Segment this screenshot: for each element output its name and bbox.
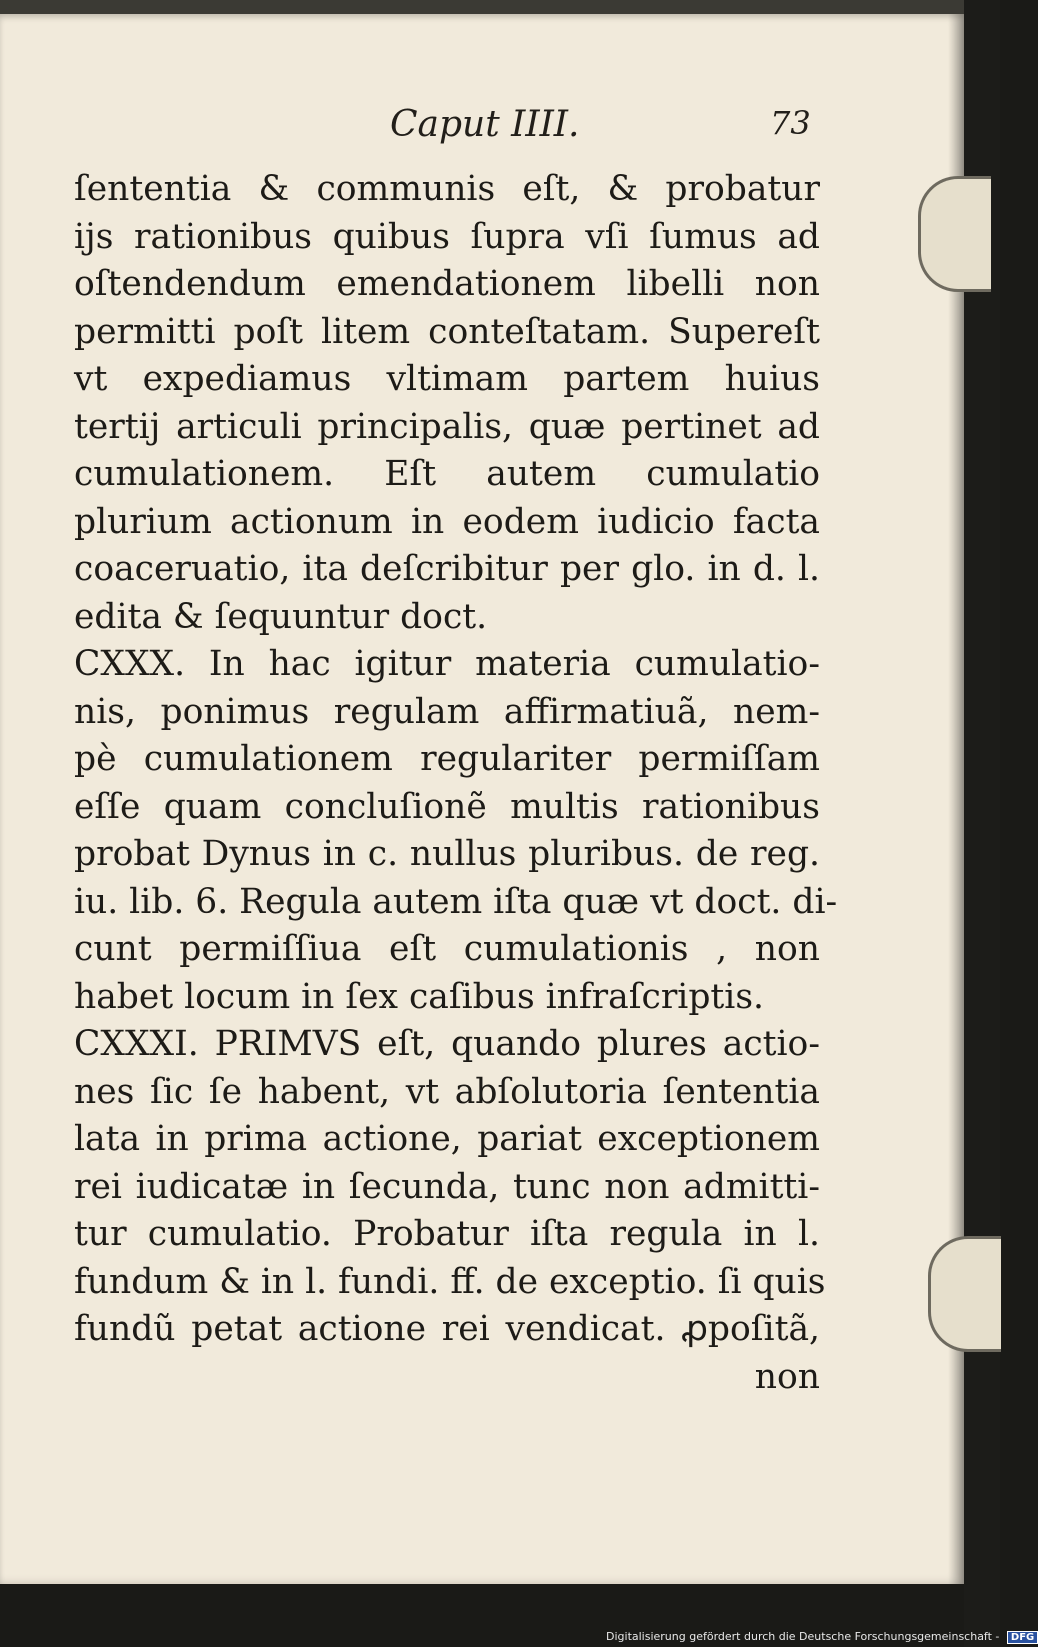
dfg-logo: DFG <box>1007 1631 1038 1644</box>
text-line: nes ſic ſe habent, vt abſolutoria ſententia <box>74 1071 820 1112</box>
text-line: lata in prima actione, pariat exceptionem <box>74 1119 820 1159</box>
text-line: plurium actionum in eodem iudicio facta <box>74 501 820 542</box>
page-number: 73 <box>770 104 811 142</box>
text-line: CXXX. In hac igitur materia cumulatio- <box>74 644 820 684</box>
text-line: coaceruatio, ita deſcribitur per glo. in d. l. <box>74 549 820 589</box>
text-line: nis, ponimus regulam affirmatiuã, nem- <box>74 691 820 732</box>
text-line: vt expediamus vltimam partem huius <box>74 359 820 399</box>
text-line: rei iudicatæ in ſecunda, tunc non admitti- <box>74 1166 820 1207</box>
text-line: tur cumulatio. Probatur iſta regula in l. <box>74 1214 820 1254</box>
catchword: non <box>754 1356 820 1397</box>
text-line: cumulationem. Eſt autem cumulatio <box>74 454 820 494</box>
text-line: permitti poſt litem conteſtatam. Supereſt <box>74 311 820 352</box>
text-line: fundum & in l. fundi. ff. de exceptio. ſi quis <box>74 1261 826 1302</box>
text-line: ijs rationibus quibus ſupra vſi ſumus ad <box>74 216 820 257</box>
page-clip-bottom <box>928 1236 1001 1352</box>
text-line: eſſe quam concluſionẽ multis rationibus <box>74 786 820 827</box>
page-header <box>70 98 830 148</box>
text-line: edita & ſequuntur doct. <box>74 596 488 637</box>
text-line: iu. lib. 6. Regula autem iſta quæ vt doct. di- <box>74 881 838 922</box>
text-line: tertij articuli principalis, quæ pertinet ad <box>74 406 820 447</box>
digitization-credit <box>606 1630 1038 1644</box>
body-text <box>74 166 838 1401</box>
text-line: probat Dynus in c. nullus pluribus. de reg. <box>74 834 820 874</box>
text-line: fundũ petat actione rei vendicat. ꝓpoſitã, <box>74 1309 820 1349</box>
text-line: pè cumulationem regulariter permiſſam <box>74 739 820 779</box>
text-line: cunt permiſſiua eſt cumulationis , non <box>74 929 820 969</box>
text-line: CXXXI. PRIMVS eſt, quando plures actio- <box>74 1024 820 1064</box>
page-clip-top <box>918 176 991 292</box>
running-head: Caput IIII. <box>390 104 580 145</box>
credit-text: Digitalisierung gefördert durch die Deutsche Forschungsgemeinschaft - <box>606 1630 1000 1643</box>
text-line: habet locum in ſex caſibus infraſcriptis. <box>74 976 764 1017</box>
text-line: oſtendendum emendationem libelli non <box>74 264 820 304</box>
text-line: ſententia & communis eſt, & probatur <box>74 169 820 209</box>
